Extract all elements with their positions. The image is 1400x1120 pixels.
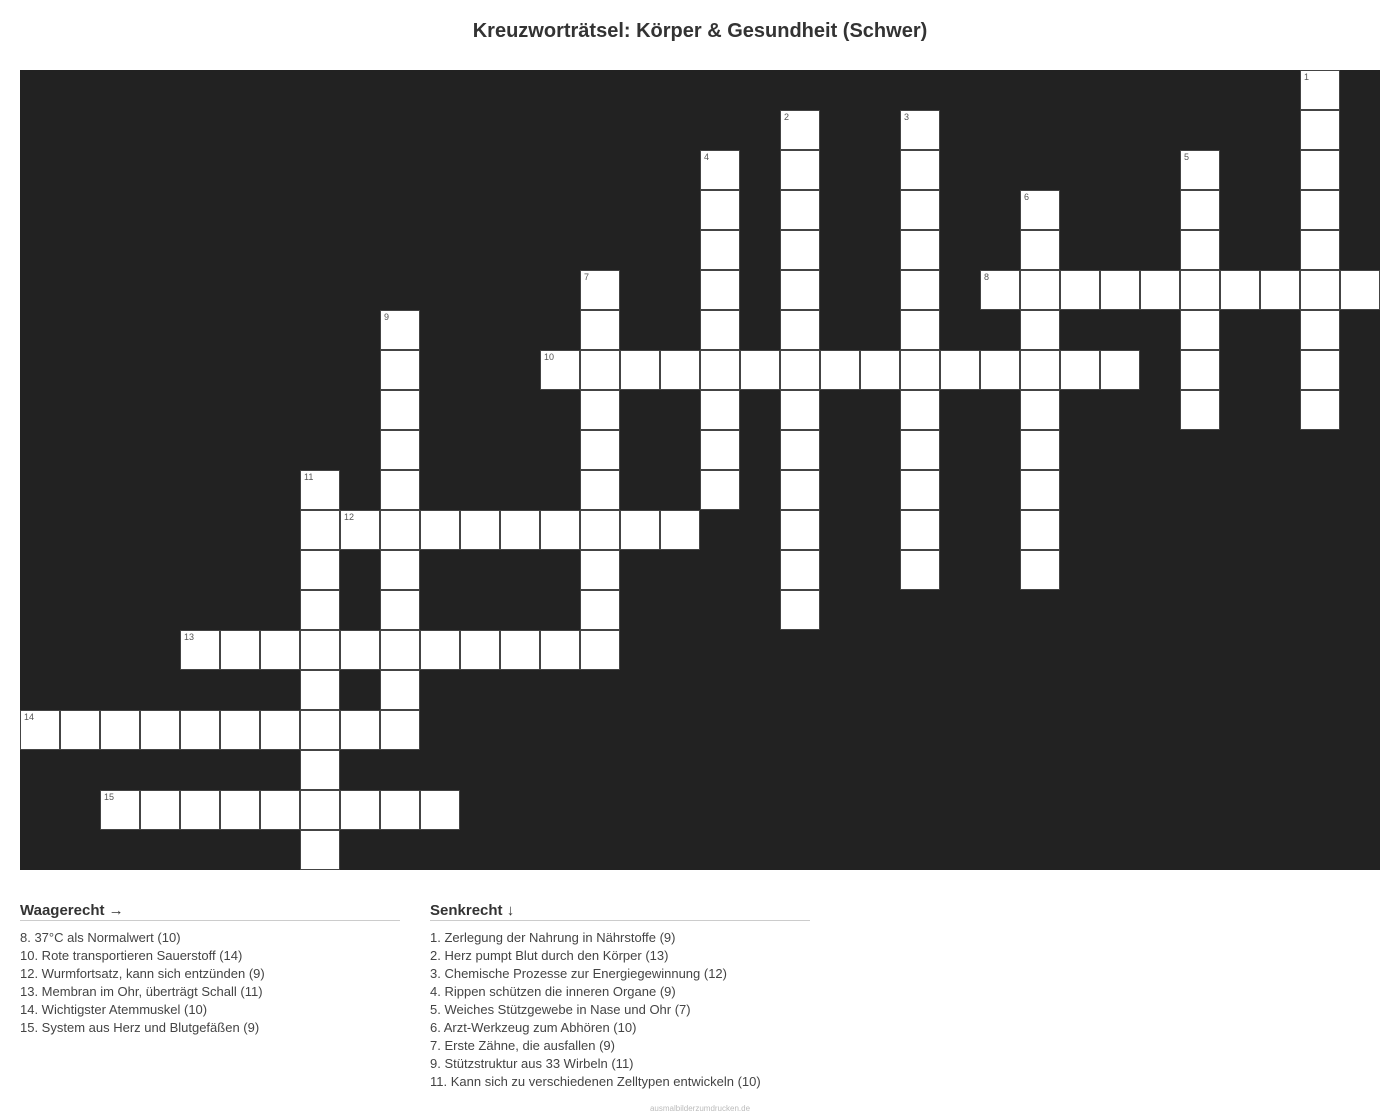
grid-cell[interactable] (500, 510, 540, 550)
grid-cell[interactable] (380, 630, 420, 670)
grid-cell[interactable] (540, 510, 580, 550)
grid-cell[interactable] (580, 470, 620, 510)
down-clue: 6. Arzt-Werkzeug zum Abhören (10) (430, 1020, 637, 1035)
grid-cell[interactable] (1300, 270, 1340, 310)
grid-cell[interactable] (340, 790, 380, 830)
grid-cell[interactable] (1020, 270, 1060, 310)
across-clue: 14. Wichtigster Atemmuskel (10) (20, 1002, 208, 1017)
grid-cell[interactable] (420, 790, 460, 830)
grid-cell[interactable] (900, 110, 940, 150)
grid-cell[interactable] (300, 750, 340, 790)
grid-cell[interactable] (700, 390, 740, 430)
page-title: Kreuzworträtsel: Körper & Gesundheit (Schwer) (472, 20, 928, 42)
down-clue: 1. Zerlegung der Nahrung in Nährstoffe (9) (430, 930, 676, 945)
grid-cell[interactable] (580, 310, 620, 350)
grid-cell[interactable] (1180, 270, 1220, 310)
grid-cell[interactable] (820, 350, 860, 390)
grid-cell[interactable] (1020, 550, 1060, 590)
grid-cell[interactable] (1300, 70, 1340, 110)
down-clues-section (430, 902, 810, 1091)
cell-number: 9 (384, 312, 390, 322)
cell-number: 2 (784, 112, 790, 122)
down-clue: 11. Kann sich zu verschiedenen Zelltypen entwickeln (10) (430, 1074, 761, 1089)
down-heading (430, 902, 810, 921)
grid-cell[interactable] (1140, 270, 1180, 310)
grid-cell[interactable] (780, 510, 820, 550)
crossword-grid (20, 70, 1380, 870)
cell-number: 10 (544, 352, 555, 362)
grid-cell[interactable] (900, 510, 940, 550)
grid-cell[interactable] (300, 590, 340, 630)
grid-cell[interactable] (700, 270, 740, 310)
grid-cell[interactable] (940, 350, 980, 390)
grid-cell[interactable] (380, 470, 420, 510)
grid-cell[interactable] (1060, 270, 1100, 310)
cell-number: 6 (1024, 192, 1030, 202)
across-clue: 15. System aus Herz und Blutgefäßen (9) (20, 1020, 260, 1035)
grid-cell[interactable] (1300, 230, 1340, 270)
grid-cell[interactable] (700, 230, 740, 270)
grid-cell[interactable] (1180, 310, 1220, 350)
grid-cell[interactable] (300, 670, 340, 710)
grid-cell[interactable] (220, 790, 260, 830)
grid-cell[interactable] (1260, 270, 1300, 310)
grid-cell[interactable] (700, 150, 740, 190)
grid-cell[interactable] (700, 350, 740, 390)
grid-cell[interactable] (980, 270, 1020, 310)
grid-cell[interactable] (380, 430, 420, 470)
grid-cell[interactable] (380, 510, 420, 550)
grid-cell[interactable] (660, 510, 700, 550)
cell-number: 8 (984, 272, 990, 282)
grid-cell[interactable] (380, 710, 420, 750)
grid-cell[interactable] (900, 270, 940, 310)
grid-cell[interactable] (580, 550, 620, 590)
grid-cell[interactable] (420, 630, 460, 670)
down-clue: 2. Herz pumpt Blut durch den Körper (13) (430, 948, 669, 963)
grid-cell[interactable] (700, 430, 740, 470)
grid-cell[interactable] (1300, 390, 1340, 430)
across-clue: 13. Membran im Ohr, überträgt Schall (11) (20, 984, 263, 999)
down-clue: 7. Erste Zähne, die ausfallen (9) (430, 1038, 615, 1053)
grid-cell[interactable] (540, 350, 580, 390)
grid-cell[interactable] (1180, 390, 1220, 430)
grid-cell[interactable] (260, 710, 300, 750)
grid-cell[interactable] (1300, 190, 1340, 230)
grid-cell[interactable] (780, 470, 820, 510)
grid-cell[interactable] (900, 310, 940, 350)
grid-cell[interactable] (900, 150, 940, 190)
grid-cell[interactable] (380, 670, 420, 710)
grid-cell[interactable] (580, 350, 620, 390)
grid-cell[interactable] (580, 390, 620, 430)
grid-cell[interactable] (580, 270, 620, 310)
cell-number: 5 (1184, 152, 1190, 162)
grid-cell[interactable] (1020, 350, 1060, 390)
down-arrow-icon: ↓ (506, 902, 515, 919)
grid-cell[interactable] (580, 630, 620, 670)
grid-cell[interactable] (1100, 270, 1140, 310)
cell-number: 15 (104, 792, 115, 802)
grid-cell[interactable] (660, 350, 700, 390)
grid-cell[interactable] (460, 630, 500, 670)
grid-cell[interactable] (20, 710, 60, 750)
across-clues-section (20, 902, 400, 1037)
cell-number: 11 (304, 472, 314, 482)
grid-cell[interactable] (1180, 230, 1220, 270)
grid-cell[interactable] (1300, 110, 1340, 150)
across-heading-label: Waagerecht (20, 902, 105, 919)
grid-cell[interactable] (1020, 230, 1060, 270)
grid-cell[interactable] (580, 510, 620, 550)
down-clue: 5. Weiches Stützgewebe in Nase und Ohr (7) (430, 1002, 691, 1017)
grid-cell[interactable] (1100, 350, 1140, 390)
grid-cell[interactable] (140, 790, 180, 830)
grid-cell[interactable] (1020, 190, 1060, 230)
grid-cell[interactable] (1180, 350, 1220, 390)
cell-number: 12 (344, 512, 355, 522)
grid-cell[interactable] (620, 350, 660, 390)
grid-cell[interactable] (1020, 470, 1060, 510)
footer-credit: ausmalbilderzumdrucken.de (649, 1104, 751, 1113)
grid-cell[interactable] (860, 350, 900, 390)
across-clue: 12. Wurmfortsatz, kann sich entzünden (9) (20, 966, 265, 981)
cell-number: 14 (24, 712, 35, 722)
grid-cell[interactable] (700, 310, 740, 350)
grid-cell[interactable] (300, 790, 340, 830)
grid-cell[interactable] (220, 710, 260, 750)
grid-cell[interactable] (140, 710, 180, 750)
grid-cell[interactable] (380, 310, 420, 350)
grid-cell[interactable] (900, 190, 940, 230)
grid-cell[interactable] (300, 830, 340, 870)
grid-cell[interactable] (180, 790, 220, 830)
grid-cell[interactable] (780, 190, 820, 230)
grid-cell[interactable] (340, 710, 380, 750)
grid-cell[interactable] (580, 430, 620, 470)
grid-cell[interactable] (580, 590, 620, 630)
grid-cell[interactable] (780, 150, 820, 190)
grid-cell[interactable] (780, 590, 820, 630)
grid-cell[interactable] (300, 510, 340, 550)
grid-cell[interactable] (780, 230, 820, 270)
grid-cell[interactable] (300, 630, 340, 670)
grid-cell[interactable] (340, 510, 380, 550)
grid-cell[interactable] (380, 590, 420, 630)
grid-cell[interactable] (780, 270, 820, 310)
grid-cell[interactable] (980, 350, 1020, 390)
grid-cell[interactable] (700, 190, 740, 230)
grid-cell[interactable] (1020, 310, 1060, 350)
grid-cell[interactable] (500, 630, 540, 670)
across-clue: 10. Rote transportieren Sauerstoff (14) (20, 948, 243, 963)
grid-cell[interactable] (780, 310, 820, 350)
grid-cell[interactable] (300, 470, 340, 510)
down-heading-label: Senkrecht (430, 902, 503, 919)
grid-cell[interactable] (1020, 430, 1060, 470)
grid-cell[interactable] (460, 510, 500, 550)
cell-number: 7 (584, 272, 590, 282)
across-clue-list (20, 929, 400, 1037)
grid-cell[interactable] (780, 430, 820, 470)
grid-cell[interactable] (780, 350, 820, 390)
grid-cell[interactable] (780, 390, 820, 430)
grid-cell[interactable] (780, 110, 820, 150)
grid-cell[interactable] (1020, 510, 1060, 550)
down-clue: 4. Rippen schützen die inneren Organe (9) (430, 984, 676, 999)
grid-cell[interactable] (1300, 310, 1340, 350)
down-clue-list (430, 929, 810, 1091)
grid-cell[interactable] (60, 710, 100, 750)
grid-cell[interactable] (380, 550, 420, 590)
right-arrow-icon: → (108, 902, 124, 919)
across-heading (20, 902, 400, 921)
grid-cell[interactable] (1340, 270, 1380, 310)
grid-cell[interactable] (300, 550, 340, 590)
grid-cell[interactable] (380, 390, 420, 430)
grid-cell[interactable] (100, 790, 140, 830)
grid-cell[interactable] (620, 510, 660, 550)
cell-number: 4 (704, 152, 710, 162)
cell-number: 3 (904, 112, 910, 122)
grid-cell[interactable] (220, 630, 260, 670)
grid-cell[interactable] (420, 510, 460, 550)
grid-cell[interactable] (900, 390, 940, 430)
grid-cell[interactable] (180, 710, 220, 750)
grid-cell[interactable] (900, 430, 940, 470)
down-clue: 9. Stützstruktur aus 33 Wirbeln (11) (430, 1056, 634, 1071)
grid-cell[interactable] (1300, 150, 1340, 190)
grid-cell[interactable] (100, 710, 140, 750)
grid-cell[interactable] (540, 630, 580, 670)
grid-cell[interactable] (380, 790, 420, 830)
cell-number: 13 (184, 632, 195, 642)
grid-cell[interactable] (700, 470, 740, 510)
grid-cell[interactable] (380, 350, 420, 390)
grid-cell[interactable] (900, 350, 940, 390)
grid-cell[interactable] (1300, 350, 1340, 390)
grid-cell[interactable] (260, 630, 300, 670)
grid-cell[interactable] (740, 350, 780, 390)
down-clue: 3. Chemische Prozesse zur Energiegewinnung (12) (430, 966, 727, 981)
grid-cell[interactable] (1180, 190, 1220, 230)
cell-number: 1 (1304, 72, 1310, 82)
grid-cell[interactable] (1180, 150, 1220, 190)
grid-cell[interactable] (1220, 270, 1260, 310)
grid-cell[interactable] (340, 630, 380, 670)
grid-cell[interactable] (1060, 350, 1100, 390)
grid-cell[interactable] (900, 470, 940, 510)
grid-cell[interactable] (900, 550, 940, 590)
grid-cell[interactable] (1020, 390, 1060, 430)
grid-cell[interactable] (780, 550, 820, 590)
grid-cell[interactable] (900, 230, 940, 270)
grid-cell[interactable] (180, 630, 220, 670)
grid-cell[interactable] (260, 790, 300, 830)
across-clue: 8. 37°C als Normalwert (10) (20, 930, 181, 945)
grid-cell[interactable] (300, 710, 340, 750)
